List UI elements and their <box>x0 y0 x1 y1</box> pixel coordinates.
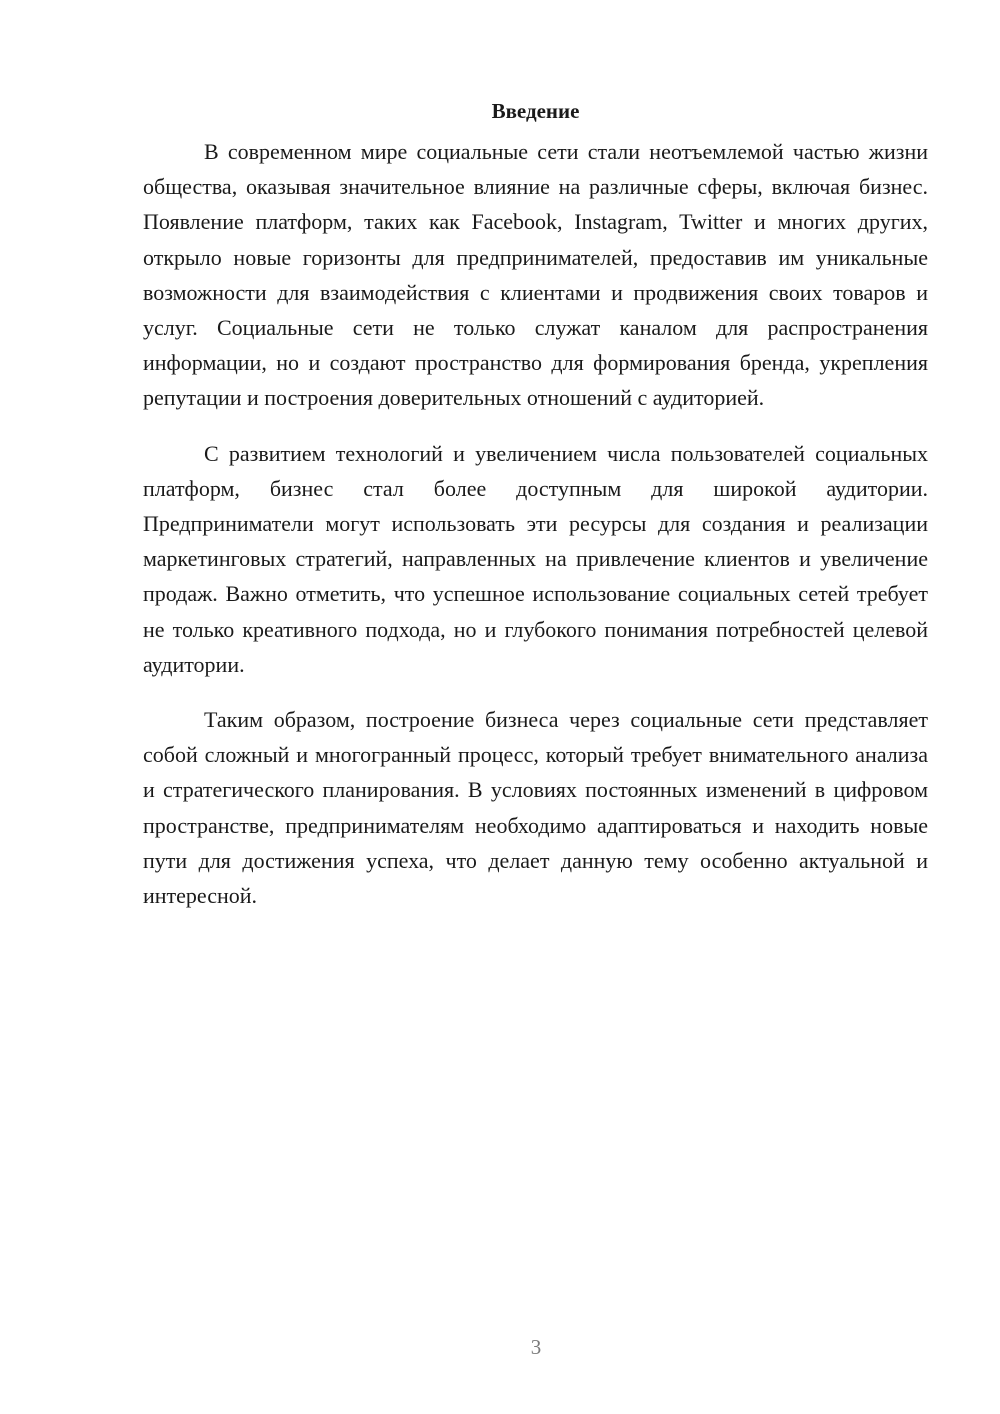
paragraph-1: В современном мире социальные сети стали неотъемлемой частью жизни общества, оказывая значительное влияние на различные сферы, включая бизнес. Появление платформ, таких как Facebook, Instagram, Twitter и многих других, открыло новые горизонты для предпринимателей, предоставив им уникальные возможности для взаимодействия с клиентами и продвижения своих товаров и услуг. Социальные сети не только служат каналом для распространения информации, но и создают пространство для формирования бренда, укрепления репутации и построения доверительных отношений с аудиторией. <box>143 139 928 411</box>
paragraph-3: Таким образом, построение бизнеса через социальные сети представляет собой сложный и многогранный процесс, который требует внимательного анализа и стратегического планирования. В условиях постоянных изменений в цифровом пространстве, предпринимателям необходимо адаптироваться и находить новые пути для достижения успеха, что делает данную тему особенно актуальной и интересной. <box>143 707 928 909</box>
page-content <box>143 97 928 933</box>
page-number: 3 <box>530 1335 542 1359</box>
paragraph-2: С развитием технологий и увеличением числа пользователей социальных платформ, бизнес стал более доступным для широкой аудитории. Предприниматели могут использовать эти ресурсы для создания и реализации маркетинговых стратегий, направленных на привлечение клиентов и увеличение продаж. Важно отметить, что успешное использование социальных сетей требует не только креативного подхода, но и глубокого понимания потребностей целевой аудитории. <box>143 440 928 677</box>
page-title: Введение <box>491 99 580 123</box>
